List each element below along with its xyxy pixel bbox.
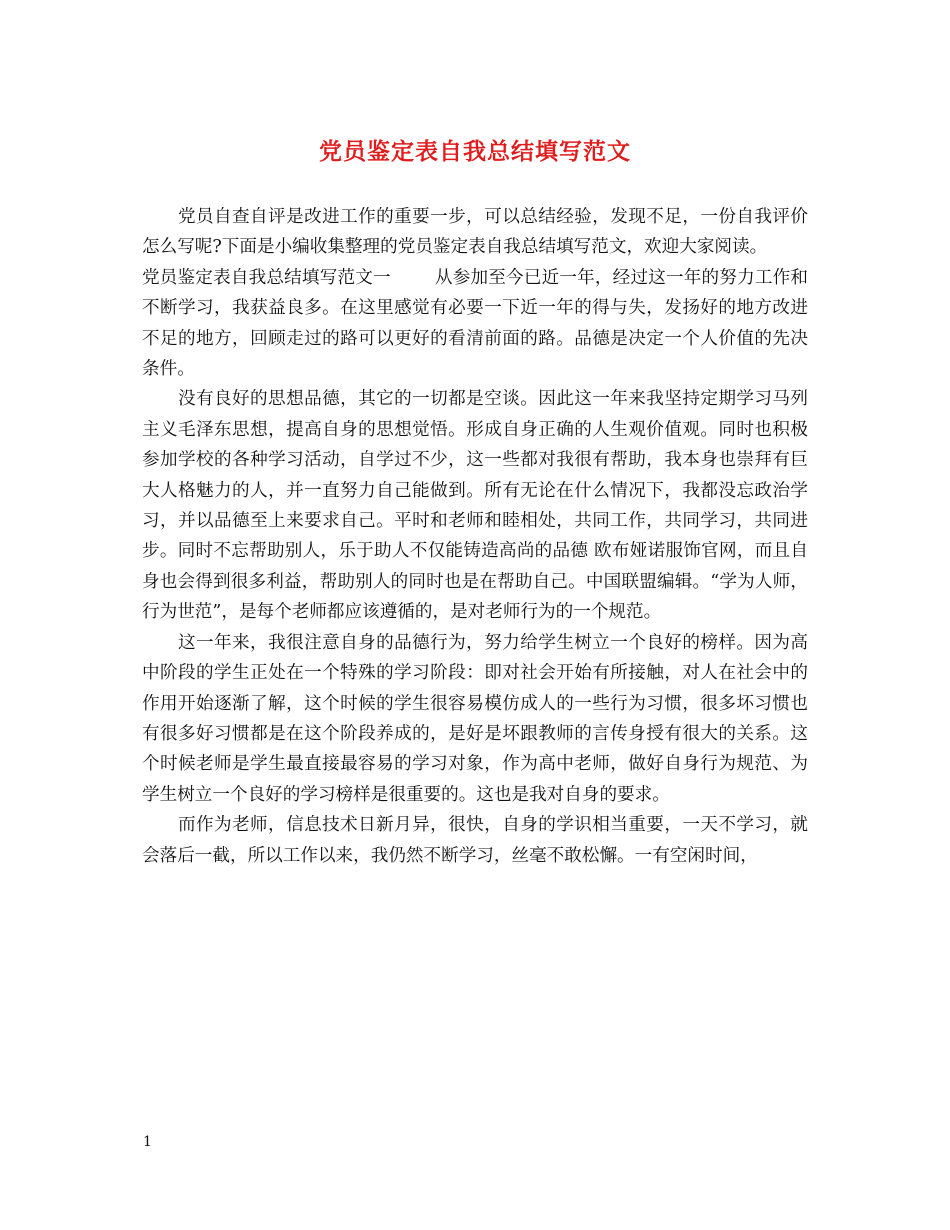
body-paragraph: 这一年来，我很注意自身的品德行为，努力给学生树立一个良好的榜样。因为高中阶段的学生正处在一个特殊的学习阶段：即对社会开始有所接触，对人在社会中的作用开始逐渐了解，这个时候的学生很容易模仿成人的一些行为习惯，很多坏习惯也有很多好习惯都是在这个阶段养成的，是好是坏跟教师的言传身授有很大的关系。这个时候老师是学生最直接最容易的学习对象，作为高中老师，做好自身行为规范、为学生树立一个良好的学习榜样是很重要的。这也是我对自身的要求。 [142,632,808,805]
intro-paragraph: 党员自查自评是改进工作的重要一步，可以总结经验，发现不足，一份自我评价怎么写呢?下面是小编收集整理的党员鉴定表自我总结填写范文，欢迎大家阅读。 [142,207,808,258]
document-body [142,202,808,871]
page-number: 1 [143,1134,152,1150]
section-first-paragraph: 从参加至今已近一年，经过这一年的努力工作和不断学习，我获益良多。在这里感觉有必要一下近一年的得与失，发扬好的地方改进不足的地方，回顾走过的路可以更好的看清前面的路。品德是决定一个人价值的先决条件。 [142,267,808,380]
body-paragraph: 而作为老师，信息技术日新月异，很快，自身的学识相当重要，一天不学习，就会落后一截，所以工作以来，我仍然不断学习，丝毫不敢松懈。一有空闲时间， [142,815,808,866]
document-title: 党员鉴定表自我总结填写范文 [319,138,631,165]
section-heading: 党员鉴定表自我总结填写范文一 [142,267,391,288]
body-paragraph: 没有良好的思想品德，其它的一切都是空谈。因此这一年来我坚持定期学习马列主义毛泽东思想，提高自身的思想觉悟。形成自身正确的人生观价值观。同时也积极参加学校的各种学习活动，自学过不少，这一些都对我很有帮助，我本身也崇拜有巨大人格魅力的人，并一直努力自己能做到。所有无论在什么情况下，我都没忘政治学习，并以品德至上来要求自己。平时和老师和睦相处，共同工作，共同学习，共同进步。同时不忘帮助别人，乐于助人不仅能铸造高尚的品德 欧布娅诺服饰官网，而且自身也会得到很多利益，帮助别人的同时也是在帮助自己。中国联盟编辑。“学为人师，行为世范”，是每个老师都应该遵循的，是对老师行为的一个规范。 [142,389,808,623]
section-paragraph [142,263,808,385]
